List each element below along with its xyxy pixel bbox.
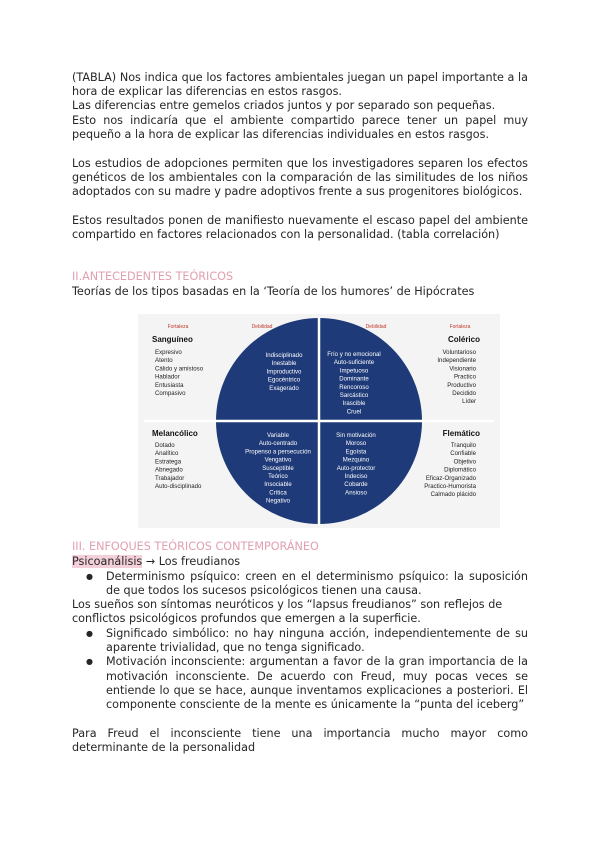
sanguineo-strength-item: Atento: [155, 357, 173, 365]
melancolico-weaknesse-item: Susceptible: [262, 464, 294, 472]
colerico-strength-item: Voluntarioso: [442, 349, 476, 356]
sanguineo-strength-item: Compasivo: [155, 390, 186, 397]
psicoanalisis-highlight: Psicoanálisis: [72, 555, 143, 568]
flematico-strength-item: Confiable: [450, 450, 476, 458]
sanguineo-strength-item: Hablador: [155, 373, 180, 381]
colerico-weaknesse-item: Frío y no emocional: [327, 351, 381, 358]
paragraph-tabla: (TABLA) Nos indica que los factores ambientales juegan un papel importante a la hora de explicar las diferencias en estos rasgos.: [72, 71, 528, 99]
colerico-weaknesse-item: Irascible: [342, 400, 366, 408]
colerico-strength-item: Visionario: [449, 365, 476, 373]
paragraph-freud-final: Para Freud el inconsciente tiene una importancia mucho mayor como determinante de la personalidad: [72, 727, 528, 755]
section-heading-antecedentes: II.ANTECEDENTES TEÓRICOS: [72, 270, 234, 283]
melancolico-strength-item: Trabajador: [155, 474, 185, 482]
colerico-weaknesse-item: Auto-suficiente: [333, 359, 375, 367]
flematico-strength-item: Eficaz-Organizado: [425, 474, 476, 482]
melancolico-strength-item: Auto-disciplinado: [155, 483, 202, 490]
colerico-strength-item: Decidido: [452, 390, 476, 397]
colerico-weaknesse-item: Impetuoso: [339, 367, 369, 375]
flematico-weaknesse-item: Auto-protector: [336, 464, 376, 472]
title-sanguineo: Sanguíneo: [152, 335, 193, 344]
temperaments-figure: [138, 314, 500, 528]
melancolico-strength-item: Abnegado: [155, 466, 183, 474]
melancolico-weaknesse-item: Propenso a persecución: [245, 448, 311, 456]
colerico-weaknesse-item: Dominante: [339, 375, 369, 383]
flematico-weaknesse-item: Sin motivación: [336, 432, 376, 439]
colerico-strength-item: Productivo: [447, 381, 476, 389]
freudianos-label: → Los freudianos: [142, 555, 241, 568]
label-debilidad-right: Debilidad: [365, 324, 387, 330]
flematico-strength-item: Calmado plácido: [430, 491, 476, 499]
psicoanalisis-line: [72, 555, 528, 569]
sanguineo-weaknesse-item: Inestable: [271, 360, 297, 368]
label-fortaleza-right: Fortaleza: [449, 324, 471, 330]
flematico-strength-item: Diplomático: [444, 466, 476, 474]
paragraph-resultados: Estos resultados ponen de manifiesto nuevamente el escaso papel del ambiente compartido en factores relacionados con la personalidad. (tabla correlación): [72, 214, 528, 242]
flematico-weaknesse-item: Mezquino: [342, 456, 370, 464]
sanguineo-strength-item: Cálido y amistoso: [155, 365, 204, 373]
colerico-strength-item: Practico: [453, 373, 476, 381]
melancolico-weaknesse-item: Crítica: [269, 489, 287, 497]
melancolico-weaknesse-item: Variable: [267, 432, 289, 439]
bullet-list-1: [72, 570, 528, 598]
sanguineo-strength-item: Entusiasta: [155, 381, 184, 389]
bullet-significado: ● Significado simbólico: no hay ninguna acción, independientemente de su aparente trivialidad, que no tenga significado.: [72, 627, 528, 655]
melancolico-weaknesse-item: Teórico: [268, 473, 288, 480]
bullet-motivacion: ● Motivación inconsciente: argumentan a favor de la gran importancia de la motivación inconsciente. De acuerdo con Freud, muy pocas veces se entiende lo que se hace, aunque inventamos explicaciones a posteriori. El componente consciente de la mente es únicamente la “punta del iceberg”: [72, 655, 528, 712]
colerico-strength-item: Líder: [462, 398, 476, 406]
melancolico-weaknesse-item: Insociable: [264, 481, 292, 489]
bullet-list-2: [72, 627, 528, 712]
melancolico-strength-item: Estratega: [155, 458, 182, 466]
sanguineo-weaknesse-item: Egocéntrico: [267, 376, 301, 384]
melancolico-weaknesse-item: Negativo: [265, 497, 291, 505]
flematico-weaknesse-item: Cobarde: [344, 481, 368, 489]
label-fortaleza-left: Fortaleza: [167, 324, 189, 330]
sanguineo-weaknesse-item: Exagerado: [269, 384, 299, 392]
flematico-weaknesse-item: Indeciso: [344, 473, 368, 480]
colerico-weaknesse-item: Cruel: [346, 408, 362, 416]
colerico-strength-item: Independiente: [437, 357, 476, 365]
melancolico-weaknesse-item: Auto-centrado: [258, 440, 298, 448]
melancolico-weaknesse-item: Vengativo: [264, 456, 292, 464]
title-colerico: Colérico: [447, 335, 480, 344]
sanguineo-weaknesse-item: Indisciplinado: [265, 352, 303, 359]
flematico-strength-item: Practico-Humorista: [424, 483, 476, 490]
sanguineo-strength-item: Expresivo: [155, 349, 182, 356]
paragraph-gemelos: Las diferencias entre gemelos criados juntos y por separado son pequeñas.: [72, 99, 496, 112]
paragraph-adopciones: Los estudios de adopciones permiten que los investigadores separen los efectos genéticos de los ambientales con la comparación de las similitudes de los niños adoptados con su madre y padre adoptivos frente a sus progenitores biológicos.: [72, 157, 528, 199]
title-melancolico: Melancólico: [152, 429, 198, 438]
flematico-strength-item: Tranquilo: [450, 442, 476, 449]
paragraph-suenos: Los sueños son síntomas neuróticos y los “lapsus freudianos” son reflejos de conflictos psicológicos profundos que emergen a la superficie.: [72, 598, 503, 626]
bullet-determinismo: ● Determinismo psíquico: creen en el determinismo psíquico: la suposición de que todos los sucesos psicológicos tienen una causa.: [72, 570, 528, 598]
paragraph-ambiente: Esto nos indicaría que el ambiente compartido parece tener un papel muy pequeño a la hora de explicar las diferencias individuales en estos rasgos.: [72, 114, 528, 142]
colerico-weaknesse-item: Rencoroso: [339, 383, 369, 391]
label-debilidad-left: Debilidad: [251, 324, 273, 330]
flematico-weaknesse-item: Ansioso: [345, 489, 367, 497]
melancolico-strength-item: Dotado: [155, 442, 175, 449]
section-subtitle-humores: Teorías de los tipos basadas en la ‘Teoría de los humores’ de Hipócrates: [72, 285, 475, 298]
section-heading-enfoques: III. ENFOQUES TEÓRICOS CONTEMPORÁNEO: [72, 540, 319, 553]
title-flematico: Flemático: [442, 429, 480, 438]
flematico-strength-item: Objetivo: [453, 458, 476, 466]
colerico-weaknesse-item: Sarcástico: [339, 392, 369, 399]
flematico-weaknesse-item: Moroso: [345, 440, 367, 448]
melancolico-strength-item: Analítico: [155, 450, 179, 458]
flematico-weaknesse-item: Egoísta: [345, 448, 367, 456]
sanguineo-weaknesse-item: Improductivo: [266, 368, 302, 376]
